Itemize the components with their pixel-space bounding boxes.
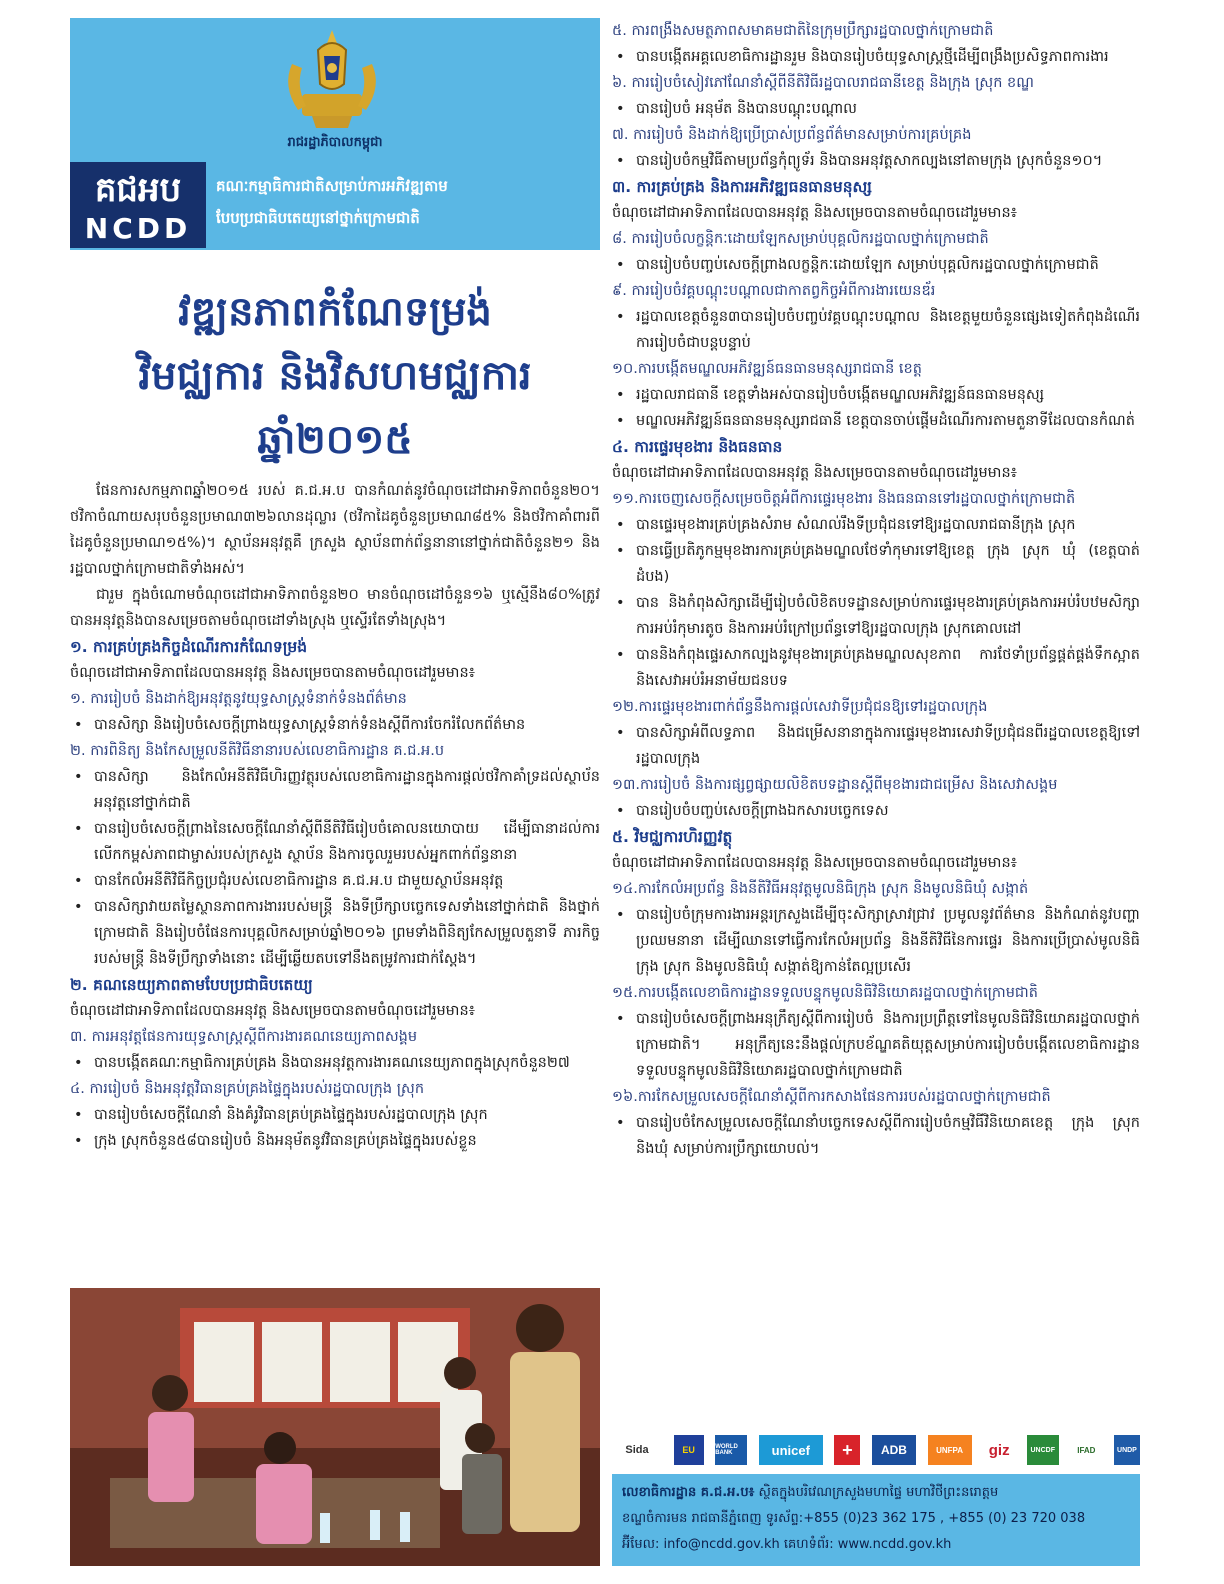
section-3-intro: ចំណុចដៅជាអាទិភាពដែលបានអនុវត្ត និងសម្រេចបានតាមចំណុចដៅរួមមាន៖	[612, 205, 1018, 221]
footer-web[interactable]: www.ncdd.gov.kh	[837, 1537, 952, 1552]
item-13-bullets	[612, 798, 1140, 824]
contact-footer	[612, 1474, 1140, 1566]
section-1-intro: ចំណុចដៅជាអាទិភាពដែលបានអនុវត្ត និងសម្រេចបានតាមចំណុចដៅរួមមាន៖	[70, 665, 476, 681]
list-item: • រដ្ឋបាលខេត្តចំនួន៣បានរៀបចំបញ្ចប់វគ្គបណ្ដុះបណ្ដាល និងខេត្តមួយចំនួនផ្សេងទៀតកំពុងដំណើរការរៀបចំជាបន្តបន្ទាប់	[612, 304, 1140, 356]
committee-line-2: បែបប្រជាធិបតេយ្យនៅថ្នាក់ក្រោមជាតិ	[216, 209, 420, 227]
item-2-title: ២. ការពិនិត្យ និងកែសម្រួលនីតិវិធីនានារបស់លេខាធិការដ្ឋាន គ.ជ.អ.ប	[70, 743, 445, 759]
list-item: • បានរៀបចំ អនុម័ត និងបានបណ្ដុះបណ្ដាល	[612, 96, 1140, 122]
section-4-title: ៤. ការផ្ទេរមុខងារ និងធនធាន	[612, 438, 783, 456]
item-16-bullets	[612, 1110, 1140, 1162]
section-3-title: ៣. ការគ្រប់គ្រង និងការអភិវឌ្ឍធនធានមនុស្ស	[612, 178, 872, 196]
unicef-logo: unicef	[759, 1435, 823, 1465]
item-7-bullets	[612, 148, 1140, 174]
undp-logo: UNDP	[1114, 1435, 1140, 1465]
item-7-title: ៧. ការរៀបចំ និងដាក់ឱ្យប្រើប្រាស់ប្រព័ន្ធព័ត៌មានសម្រាប់ការគ្រប់គ្រង	[612, 127, 972, 143]
partner-logos	[612, 1428, 1140, 1472]
item-4-bullets	[70, 1102, 600, 1154]
section-2-title: ២. គណនេយ្យភាពតាមបែបប្រជាធិបតេយ្យ	[70, 976, 313, 994]
footer-address-1: ស្ថិតក្នុងបរិវេណក្រសួងមហាផ្ទៃ មហាវិថីព្រះនរោត្តម	[754, 1485, 999, 1500]
title-line-2: វិមជ្ឈការ និងវិសហមជ្ឈការ	[138, 353, 532, 399]
list-item: • បានរៀបចំបញ្ចប់សេចក្ដីព្រាងឯកសារបច្ចេកទេស	[612, 798, 1140, 824]
list-item: • បានបង្កើតគណៈកម្មាធិការគ្រប់គ្រង និងបានអនុវត្តការងារគណនេយ្យភាពក្នុងស្រុកចំនួន២៧	[70, 1050, 600, 1076]
item-15-title: ១៥.ការបង្កើតលេខាធិការដ្ឋានទទួលបន្ទុកមូលនិធិវិនិយោគរដ្ឋបាលថ្នាក់ក្រោមជាតិ	[612, 985, 1038, 1001]
item-9-bullets	[612, 304, 1140, 356]
item-14-title: ១៤.ការកែលំអប្រព័ន្ធ និងនីតិវិធីអនុវត្តមូលនិធិក្រុង ស្រុក និងមូលនិធិឃុំ សង្កាត់	[612, 881, 1029, 897]
right-column	[612, 18, 1140, 1566]
committee-name	[216, 170, 596, 234]
list-item: • បានរៀបចំសេចក្ដីព្រាងនៃសេចក្ដីណែនាំស្ដីពីនីតិវិធីរៀបចំគោលនយោបាយ ដើម្បីធានាដល់ការលើកកម្ពស់ភាពជាម្ចាស់របស់ក្រសួង ស្ថាប័ន និងការចូលរួមរបស់អ្នកពាក់ព័ន្ធនានា	[70, 816, 600, 868]
item-3-title: ៣. ការអនុវត្តផែនការយុទ្ធសាស្ត្រស្ដីពីការងារគណនេយ្យភាពសង្គម	[70, 1029, 418, 1045]
item-14-bullets	[612, 902, 1140, 980]
item-3-bullets	[70, 1050, 600, 1076]
list-item: • បានសិក្សា និងកែលំអនីតិវិធីហិរញ្ញវត្ថុរបស់លេខាធិការដ្ឋានក្នុងការផ្ដល់ថវិកាគាំទ្រដល់ស្ថាប័នអនុវត្តនៅថ្នាក់ជាតិ	[70, 764, 600, 816]
item-13-title: ១៣.ការរៀបចំ និងការផ្សព្វផ្សាយលិខិតបទដ្ឋានស្ដីពីមុខងារជាជម្រើស និងសេវាសង្គម	[612, 777, 1058, 793]
header-banner	[70, 18, 600, 250]
footer-email[interactable]: info@ncdd.gov.kh	[663, 1537, 780, 1552]
intro-paragraph-1: ផែនការសកម្មភាពឆ្នាំ២០១៥ របស់ គ.ជ.អ.ប បានកំណត់នូវចំណុចដៅជាអាទិភាពចំនួន២០។ ថវិកាចំណាយសរុបចំនួនប្រមាណ៣២៦លានដុល្លារ (ថវិកាដៃគូចំនួនប្រមាណ៨៥% និងថវិកាគាំពារពីដៃគូចំនួនប្រមាណ១៥%)។ ស្ថាប័នអនុវត្តគឺ ក្រសួង ស្ថាប័នពាក់ព័ន្ធនានានៅថ្នាក់ជាតិចំនួន២១ និងរដ្ឋបាលថ្នាក់ក្រោមជាតិទាំងអស់។	[70, 483, 600, 577]
list-item: • បាននិងកំពុងផ្ទេរសាកល្បងនូវមុខងារគ្រប់គ្រងមណ្ឌលសុខភាព ការថែទាំប្រព័ន្ធផ្គត់ផ្គង់ទឹកស្អាត និងសេវាអប់រំអនាម័យជនបទ	[612, 642, 1140, 694]
footer-email-label: អ៊ីមែល:	[622, 1537, 664, 1552]
item-5-title: ៥. ការពង្រឹងសមត្ថភាពសមាគមជាតិនៃក្រុមប្រឹក្សារដ្ឋបាលថ្នាក់ក្រោមជាតិ	[612, 23, 994, 39]
list-item: • បានសិក្សាអំពីលទ្ធភាព និងជម្រើសនានាក្នុងការផ្ទេរមុខងារសេវាទីប្រជុំជនពីរដ្ឋបាលខេត្តឱ្យទៅរដ្ឋបាលក្រុង	[612, 720, 1140, 772]
item-10-bullets	[612, 382, 1140, 434]
swiss-cross-icon: +	[834, 1435, 860, 1465]
list-item: • បានរៀបចំសេចក្ដីព្រាងអនុក្រឹត្យស្ដីពីការរៀបចំ និងការប្រព្រឹត្តទៅនៃមូលនិធិវិនិយោគរដ្ឋបាលថ្នាក់ក្រោមជាតិ។ អនុក្រឹត្យនេះនឹងផ្ដល់ក្របខ័ណ្ឌគតិយុត្តសម្រាប់ការរៀបចំបង្កើតលេខាធិការដ្ឋានទទួលបន្ទុកមូលនិធិវិនិយោគរដ្ឋបាលថ្នាក់ក្រោមជាតិ	[612, 1006, 1140, 1084]
footer-label: លេខាធិការដ្ឋាន គ.ជ.អ.ប៖	[622, 1485, 755, 1500]
item-6-title: ៦. ការរៀបចំសៀវភៅណែនាំស្ដីពីនីតិវិធីរដ្ឋបាលរាជធានីខេត្ត និងក្រុង ស្រុក ខណ្ឌ	[612, 75, 1034, 91]
title-line-1: វឌ្ឍនភាពកំណែទម្រង់	[178, 289, 492, 335]
item-10-title: ១០.ការបង្កើតមណ្ឌលអភិវឌ្ឍន៍ធនធានមនុស្សរាជធានី ខេត្ត	[612, 361, 922, 377]
list-item: • បានរៀបចំក្រុមការងារអន្តរក្រសួងដើម្បីចុះសិក្សាស្រាវជ្រាវ ប្រមូលនូវព័ត៌មាន និងកំណត់នូវបញ្ហាប្រឈមនានា ដើម្បីឈានទៅធ្វើការកែលំអប្រព័ន្ធ និងនីតិវិធីនៃការផ្ទេរ និងការប្រើប្រាស់មូលនិធិក្រុង ស្រុក និងមូលនិធិឃុំ សង្កាត់ឱ្យកាន់តែល្អប្រសើរ	[612, 902, 1140, 980]
report-title	[70, 280, 600, 472]
list-item: • បានកែលំអនីតិវិធីកិច្ចប្រជុំរបស់លេខាធិការដ្ឋាន គ.ជ.អ.ប ជាមួយស្ថាប័នអនុវត្ត	[70, 868, 600, 894]
item-1-bullets	[70, 712, 600, 738]
list-item: • បានរៀបចំកែសម្រួលសេចក្ដីណែនាំបច្ចេកទេសស្ដីពីការរៀបចំកម្មវិធីវិនិយោគខេត្ត ក្រុង ស្រុក និងឃុំ សម្រាប់ការប្រឹក្សាយោបល់។	[612, 1110, 1140, 1162]
ncdd-logo	[70, 162, 206, 248]
list-item: • មណ្ឌលអភិវឌ្ឍន៍ធនធានមនុស្សរាជធានី ខេត្តបានចាប់ផ្ដើមដំណើរការតាមតួនាទីដែលបានកំណត់	[612, 408, 1140, 434]
footer-address-2: ខណ្ឌចំការមន រាជធានីភ្នំពេញ ទូរស័ព្ទ:	[622, 1511, 804, 1526]
list-item: • រដ្ឋបាលរាជធានី ខេត្តទាំងអស់បានរៀបចំបង្កើតមណ្ឌលអភិវឌ្ឍន៍ធនធានមនុស្ស	[612, 382, 1140, 408]
list-item: • បានរៀបចំបញ្ចប់សេចក្ដីព្រាងលក្ខន្តិកៈដោយឡែក សម្រាប់បុគ្គលិករដ្ឋបាលថ្នាក់ក្រោមជាតិ	[612, 252, 1140, 278]
left-body-text	[70, 478, 600, 1304]
eu-flag-icon: EU	[674, 1435, 704, 1465]
section-5-intro: ចំណុចដៅជាអាទិភាពដែលបានអនុវត្ត និងសម្រេចបានតាមចំណុចដៅរួមមាន៖	[612, 855, 1018, 871]
item-12-bullets	[612, 720, 1140, 772]
list-item: • បានបង្កើតអគ្គលេខាធិការដ្ឋានរួម និងបានរៀបចំយុទ្ធសាស្ត្រថ្មីដើម្បីពង្រឹងប្រសិទ្ធភាពការងារ	[612, 44, 1140, 70]
committee-line-1: គណៈកម្មាធិការជាតិសម្រាប់ការអភិវឌ្ឍតាម	[216, 177, 448, 195]
footer-line-1	[622, 1480, 1130, 1506]
footer-phone: +855 (0)23 362 175 , +855 (0) 23 720 038	[803, 1511, 1086, 1526]
royal-emblem-icon	[272, 24, 392, 132]
section-1-title: ១. ការគ្រប់គ្រងកិច្ចដំណើរការកំណែទម្រង់	[70, 638, 308, 656]
item-8-bullets	[612, 252, 1140, 278]
item-11-bullets	[612, 512, 1140, 694]
list-item: • បានសិក្សាវាយតម្លៃស្ថានភាពការងាររបស់មន្ត្រី និងទីប្រឹក្សាបច្ចេកទេសទាំងនៅថ្នាក់ជាតិ និងថ្នាក់ក្រោមជាតិ និងរៀបចំផែនការបុគ្គលិកសម្រាប់ឆ្នាំ២០១៦ ព្រមទាំងពិនិត្យកែសម្រួលតួនាទី ភារកិច្ចរបស់មន្ត្រី និងទីប្រឹក្សាទាំងនោះ ដើម្បីឆ្លើយតបទៅនឹងតម្រូវការជាក់ស្ដែង។	[70, 894, 600, 972]
footer-web-label: គេហទំព័រ:	[779, 1537, 838, 1552]
logo-latin-text: NCDD	[84, 212, 192, 245]
item-1-title: ១. ការរៀបចំ និងដាក់ឱ្យអនុវត្តនូវយុទ្ធសាស្ត្រទំនាក់ទំនងព័ត៌មាន	[70, 691, 407, 707]
government-name: រាជរដ្ឋាភិបាលកម្ពុជា	[287, 135, 383, 150]
list-item: • បានសិក្សា និងរៀបចំសេចក្ដីព្រាងយុទ្ធសាស្ត្រទំនាក់ទំនងស្ដីពីការចែករំលែកព័ត៌មាន	[70, 712, 600, 738]
item-12-title: ១២.ការផ្ទេរមុខងារពាក់ព័ន្ធនឹងការផ្ដល់សេវាទីប្រជុំជនឱ្យទៅរដ្ឋបាលក្រុង	[612, 699, 988, 715]
intro-paragraph-2: ជារួម ក្នុងចំណោមចំណុចដៅជាអាទិភាពចំនួន២០ មានចំណុចដៅចំនួន១៦ ឬស្មើនឹង៨០%ត្រូវបានអនុវត្តនិងបានសម្រេចតាមចំណុចដៅទាំងស្រុង ឬស្ទើរតែទាំងស្រុង។	[70, 587, 600, 629]
item-15-bullets	[612, 1006, 1140, 1084]
list-item: • បានធ្វើប្រតិភូកម្មមុខងារការគ្រប់គ្រងមណ្ឌលថែទាំកុមារទៅឱ្យខេត្ត ក្រុង ស្រុក ឃុំ (ខេត្តបាត់ដំបង)	[612, 538, 1140, 590]
meeting-photo	[70, 1288, 600, 1566]
sida-logo: Sida	[625, 1444, 649, 1456]
world-bank-logo: WORLD BANK	[715, 1435, 747, 1465]
item-9-title: ៩. ការរៀបចំវគ្គបណ្ដុះបណ្ដាលជាកាតព្វកិច្ចអំពីការងារយេនឌ័រ	[612, 283, 936, 299]
list-item: • បានរៀបចំសេចក្ដីណែនាំ និងគំរូវិធានគ្រប់គ្រងផ្ទៃក្នុងរបស់រដ្ឋបាលក្រុង ស្រុក	[70, 1102, 600, 1128]
list-item: • បាន និងកំពុងសិក្សាដើម្បីរៀបចំលិខិតបទដ្ឋានសម្រាប់ការផ្ទេរមុខងារគ្រប់គ្រងការអប់រំបឋមសិក្សា ការអប់រំកុមារតូច និងការអប់រំក្រៅប្រព័ន្ធទៅឱ្យរដ្ឋបាលក្រុង ស្រុកគោលដៅ	[612, 590, 1140, 642]
list-item: • ក្រុង ស្រុកចំនួន៥៨បានរៀបចំ និងអនុម័តនូវវិធានគ្រប់គ្រងផ្ទៃក្នុងរបស់ខ្លួន	[70, 1128, 600, 1154]
section-2-intro: ចំណុចដៅជាអាទិភាពដែលបានអនុវត្ត និងសម្រេចបានតាមចំណុចដៅរួមមាន៖	[70, 1003, 476, 1019]
logo-khmer-text: គជអប	[94, 170, 182, 210]
footer-line-3	[622, 1532, 1130, 1558]
list-item: • បានរៀបចំកម្មវិធីតាមប្រព័ន្ធកុំព្យូទ័រ និងបានអនុវត្តសាកល្បងនៅតាមក្រុង ស្រុកចំនួន១០។	[612, 148, 1140, 174]
list-item: • បានផ្ទេរមុខងារគ្រប់គ្រងសំរាម សំណល់រឹងទីប្រជុំជនទៅឱ្យរដ្ឋបាលរាជធានីក្រុង ស្រុក	[612, 512, 1140, 538]
ifad-logo: IFAD	[1077, 1445, 1096, 1455]
item-4-title: ៤. ការរៀបចំ និងអនុវត្តវិធានគ្រប់គ្រងផ្ទៃក្នុងរបស់រដ្ឋបាលក្រុង ស្រុក	[70, 1081, 425, 1097]
adb-logo: ADB	[872, 1435, 916, 1465]
uncdf-logo: UNCDF	[1027, 1435, 1059, 1465]
item-2-bullets	[70, 764, 600, 972]
unfpa-logo: UNFPA	[928, 1435, 972, 1465]
item-11-title: ១១.ការចេញសេចក្ដីសម្រេចចិត្តអំពីការផ្ទេរមុខងារ និងធនធានទៅរដ្ឋបាលថ្នាក់ក្រោមជាតិ	[612, 491, 1076, 507]
item-16-title: ១៦.ការកែសម្រួលសេចក្ដីណែនាំស្ដីពីការកសាងផែនការរបស់រដ្ឋបាលថ្នាក់ក្រោមជាតិ	[612, 1089, 1051, 1105]
giz-logo: giz	[988, 1441, 1010, 1459]
title-line-3: ឆ្នាំ២០១៥	[257, 417, 413, 463]
section-4-intro: ចំណុចដៅជាអាទិភាពដែលបានអនុវត្ត និងសម្រេចបានតាមចំណុចដៅរួមមាន៖	[612, 465, 1018, 481]
right-body-text	[612, 18, 1140, 1426]
item-6-bullets	[612, 96, 1140, 122]
footer-line-2	[622, 1506, 1130, 1532]
item-8-title: ៨. ការរៀបចំលក្ខន្តិកៈដោយឡែកសម្រាប់បុគ្គលិករដ្ឋបាលថ្នាក់ក្រោមជាតិ	[612, 231, 989, 247]
item-5-bullets	[612, 44, 1140, 70]
section-5-title: ៥. វិមជ្ឈការហិរញ្ញវត្ថុ	[612, 828, 733, 846]
left-column	[70, 18, 600, 1566]
